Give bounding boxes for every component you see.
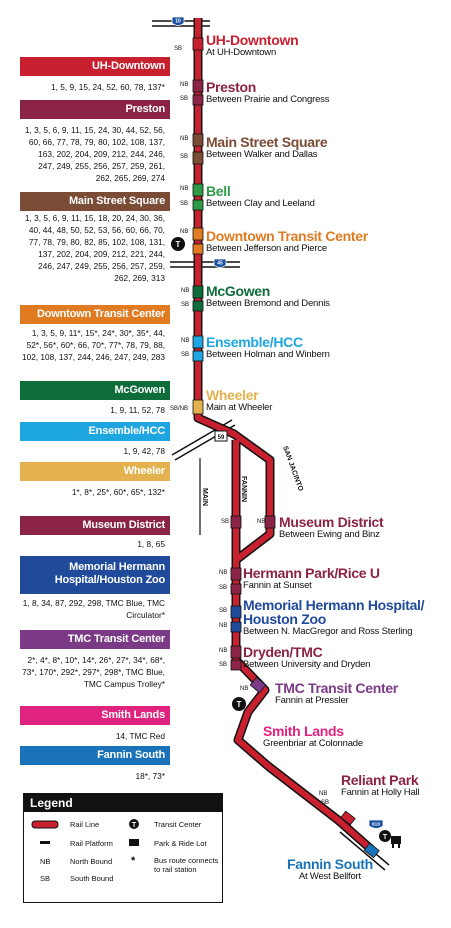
street-label-fannin: FANNIN	[240, 476, 247, 503]
route-header-preston: Preston	[20, 100, 170, 119]
dir-label-memorial-nb: NB	[219, 623, 228, 629]
station-fannin-south	[287, 857, 373, 882]
route-list-memorial-hermann: 1, 8, 34, 87, 292, 298, TMC Blue, TMC Circulator*	[22, 598, 165, 620]
route-list-tmc-transit-center: 2*, 4*, 8*, 10*, 14*, 26*, 27*, 34*, 68*, 73*, 170*, 292*, 297*, 298*, TMC Blue, TMC Campus Trolley*	[22, 655, 165, 689]
station-name: McGowen	[206, 283, 271, 299]
dir-label-uh-sb: SB	[174, 46, 183, 52]
dir-label-ensemble-sb: SB	[181, 352, 190, 358]
legend-rail-line: Rail Line	[70, 820, 100, 829]
route-list-fannin-south: 18*, 73*	[135, 771, 165, 781]
station-name: Memorial Hermann Hospital/ Houston Zoo	[243, 597, 425, 627]
station-memorial-hermann	[243, 598, 443, 637]
highway-shield-59	[215, 431, 227, 441]
legend-nb-abbr: NB	[40, 857, 51, 866]
station-dryden-tmc	[243, 645, 370, 670]
dir-label-dtc-nb: NB	[180, 229, 189, 235]
dir-label-dryden-nb: NB	[219, 648, 228, 654]
station-desc: Between Clay and Leeland	[206, 198, 315, 209]
station-name: Fannin South	[287, 856, 373, 872]
station-desc: Fannin at Holly Hall	[341, 787, 420, 798]
station-name: UH-Downtown	[206, 32, 299, 48]
highway-shield-45	[214, 259, 226, 268]
station-name: Smith Lands	[263, 723, 344, 739]
route-list-museum-district: 1, 8, 65	[137, 539, 165, 549]
station-smith-lands	[263, 724, 363, 749]
station-desc: Greenbriar at Colonnade	[263, 738, 363, 749]
route-header-main-street-square: Main Street Square	[20, 192, 170, 211]
dir-label-hermann-nb: NB	[219, 570, 228, 576]
station-desc: Between Bremond and Dennis	[206, 298, 330, 309]
station-downtown-transit-center	[206, 229, 368, 254]
shield-text-45: 45	[217, 260, 223, 267]
station-desc: Between Holman and Winbern	[206, 349, 330, 360]
dir-label-mainsq-sb: SB	[180, 154, 189, 160]
street-label-san-jacinto: SAN JACINTO	[281, 445, 304, 493]
dir-label-bell-nb: NB	[180, 186, 189, 192]
route-header-smith-lands: Smith Lands	[20, 706, 170, 725]
station-desc: Main at Wheeler	[206, 402, 273, 413]
route-header-fannin-south: Fannin South	[20, 746, 170, 765]
legend-title: Legend	[24, 794, 222, 812]
legend-park-ride: Park & Ride Lot	[154, 839, 207, 848]
station-main-street-square	[206, 135, 327, 160]
route-list-downtown-transit-center: 1, 3, 5, 9, 11*, 15*, 24*, 30*, 35*, 44, 52*, 56*, 60*, 66, 70*, 77*, 78, 79, 88, 102, 108, 137, 244, 246, 247, 249, 283	[21, 328, 165, 362]
station-desc: Between University and Dryden	[243, 659, 371, 670]
dir-label-hermann-sb: SB	[219, 585, 228, 591]
dir-label-wheeler: SB/NB	[170, 406, 189, 412]
station-name: Reliant Park	[341, 772, 419, 788]
station-desc: Between Prairie and Congress	[206, 94, 330, 105]
station-name: Hermann Park/Rice U	[243, 565, 380, 581]
dir-label-memorial-sb: SB	[219, 608, 228, 614]
station-hermann-park	[243, 566, 380, 591]
svg-text:T: T	[175, 240, 181, 249]
dir-label-preston-sb: SB	[180, 96, 189, 102]
route-list-ensemble-hcc: 1, 9, 42, 78	[123, 446, 165, 456]
dir-label-museum-sb: SB	[221, 519, 230, 525]
station-desc: Between Ewing and Binz	[279, 529, 380, 540]
station-name: Main Street Square	[206, 134, 328, 150]
dir-label-mcgowen-nb: NB	[181, 288, 190, 294]
route-list-preston: 1, 3, 5, 6, 9, 11, 15, 24, 30, 44, 52, 56, 60, 66, 77, 78, 79, 80, 102, 108, 137, 163, 202, 204, 209, 212, 244, 246, 247, 249, 255, 256, 257, 259, 261, 262, 265, 269, 274	[24, 125, 165, 183]
station-uh-downtown	[206, 33, 298, 58]
highway-shield-610	[369, 820, 383, 829]
legend-nb: North Bound	[70, 857, 113, 866]
station-preston	[206, 80, 329, 105]
route-header-downtown-transit-center: Downtown Transit Center	[20, 305, 170, 324]
shield-text-59: 59	[217, 435, 225, 441]
dir-label-reliant-sb: SB	[321, 800, 330, 806]
station-name: Ensemble/HCC	[206, 334, 303, 350]
legend-park-ride-icon	[129, 839, 139, 846]
station-tmc-transit-center	[275, 681, 398, 706]
station-desc: Between Jefferson and Pierce	[206, 243, 327, 254]
station-wheeler	[206, 388, 272, 413]
route-list-smith-lands: 14, TMC Red	[115, 731, 165, 741]
dir-label-mcgowen-sb: SB	[181, 302, 190, 308]
station-desc: Between N. MacGregor and Ross Sterling	[243, 626, 413, 637]
station-desc: Fannin at Pressler	[275, 695, 349, 706]
transit-center-icon-downtown	[171, 237, 185, 251]
route-list-main-street-square: 1, 3, 5, 6, 9, 11, 15, 18, 20, 24, 30, 36, 40, 44, 48, 50, 52, 53, 56, 60, 66, 70, 77, 78, 79, 80, 82, 85, 102, 108, 131, 137, 202, 204, 209, 212, 221, 244, 246, 247, 249, 255, 256, 257, 259, 262, 269, 313	[24, 213, 165, 283]
street-labels	[201, 445, 304, 506]
legend-asterisk: *	[131, 855, 136, 867]
dir-label-mainsq-nb: NB	[180, 136, 189, 142]
route-list-wheeler: 1*, 8*, 25*, 60*, 65*, 132*	[71, 487, 165, 497]
station-desc: Fannin at Sunset	[243, 580, 312, 591]
legend-sb-abbr: SB	[40, 874, 51, 883]
legend-platform-icon	[40, 841, 50, 844]
route-header-museum-district: Museum District	[20, 516, 170, 535]
station-name: TMC Transit Center	[275, 680, 398, 696]
legend-bus-connect: Bus route connects to rail station	[154, 856, 219, 874]
legend	[23, 793, 223, 903]
route-header-mcgowen: McGowen	[20, 381, 170, 400]
station-name: Bell	[206, 183, 231, 199]
station-desc: At UH-Downtown	[206, 47, 277, 58]
dir-label-tmc-nb: NB	[240, 686, 249, 692]
station-ensemble-hcc	[206, 335, 330, 360]
dir-label-bell-sb: SB	[180, 201, 189, 207]
station-desc: At West Bellfort	[298, 871, 361, 882]
route-header-tmc-transit-center: TMC Transit Center	[20, 630, 170, 649]
street-label-main: MAIN	[201, 488, 208, 506]
highway-shield-10	[172, 17, 184, 26]
route-list-mcgowen: 1, 9, 11, 52, 78	[110, 405, 165, 415]
shield-text-10: 10	[175, 18, 181, 25]
dir-label-ensemble-nb: NB	[181, 338, 190, 344]
route-header-memorial-hermann: Memorial Hermann Hospital/Houston Zoo	[20, 556, 170, 594]
route-header-ensemble-hcc: Ensemble/HCC	[20, 422, 170, 441]
dir-label-museum-nb: NB	[257, 519, 266, 525]
transit-center-icon-tmc	[232, 697, 246, 711]
station-reliant-park	[341, 773, 419, 798]
svg-text:T: T	[131, 822, 137, 829]
station-museum-district	[279, 515, 383, 540]
station-name: Museum District	[279, 514, 384, 530]
station-name: Dryden/TMC	[243, 644, 323, 660]
dir-label-reliant-nb: NB	[319, 791, 328, 797]
station-name: Preston	[206, 79, 257, 95]
dir-label-dryden-sb: SB	[219, 662, 228, 668]
dir-label-preston-nb: NB	[180, 82, 189, 88]
park-ride-icon-fannin-south	[391, 836, 401, 848]
svg-text:T: T	[236, 700, 242, 709]
station-bell	[206, 184, 315, 209]
legend-rail-platform: Rail Platform	[70, 839, 113, 848]
shield-text-610: 610	[371, 822, 381, 828]
transit-center-icon-fannin-south	[379, 830, 391, 842]
route-header-wheeler: Wheeler	[20, 462, 170, 481]
station-name: Downtown Transit Center	[206, 228, 368, 244]
legend-symbols	[24, 794, 224, 904]
legend-rail-line-icon	[32, 821, 58, 828]
route-header-uh-downtown: UH-Downtown	[20, 57, 170, 76]
legend-transit-center: Transit Center	[154, 820, 202, 829]
station-mcgowen	[206, 284, 330, 309]
svg-text:T: T	[382, 834, 388, 841]
route-list-uh-downtown: 1, 5, 9, 15, 24, 52, 60, 78, 137*	[51, 82, 165, 92]
legend-sb: South Bound	[70, 874, 114, 883]
station-name: Wheeler	[206, 387, 259, 403]
station-desc: Between Walker and Dallas	[206, 149, 318, 160]
